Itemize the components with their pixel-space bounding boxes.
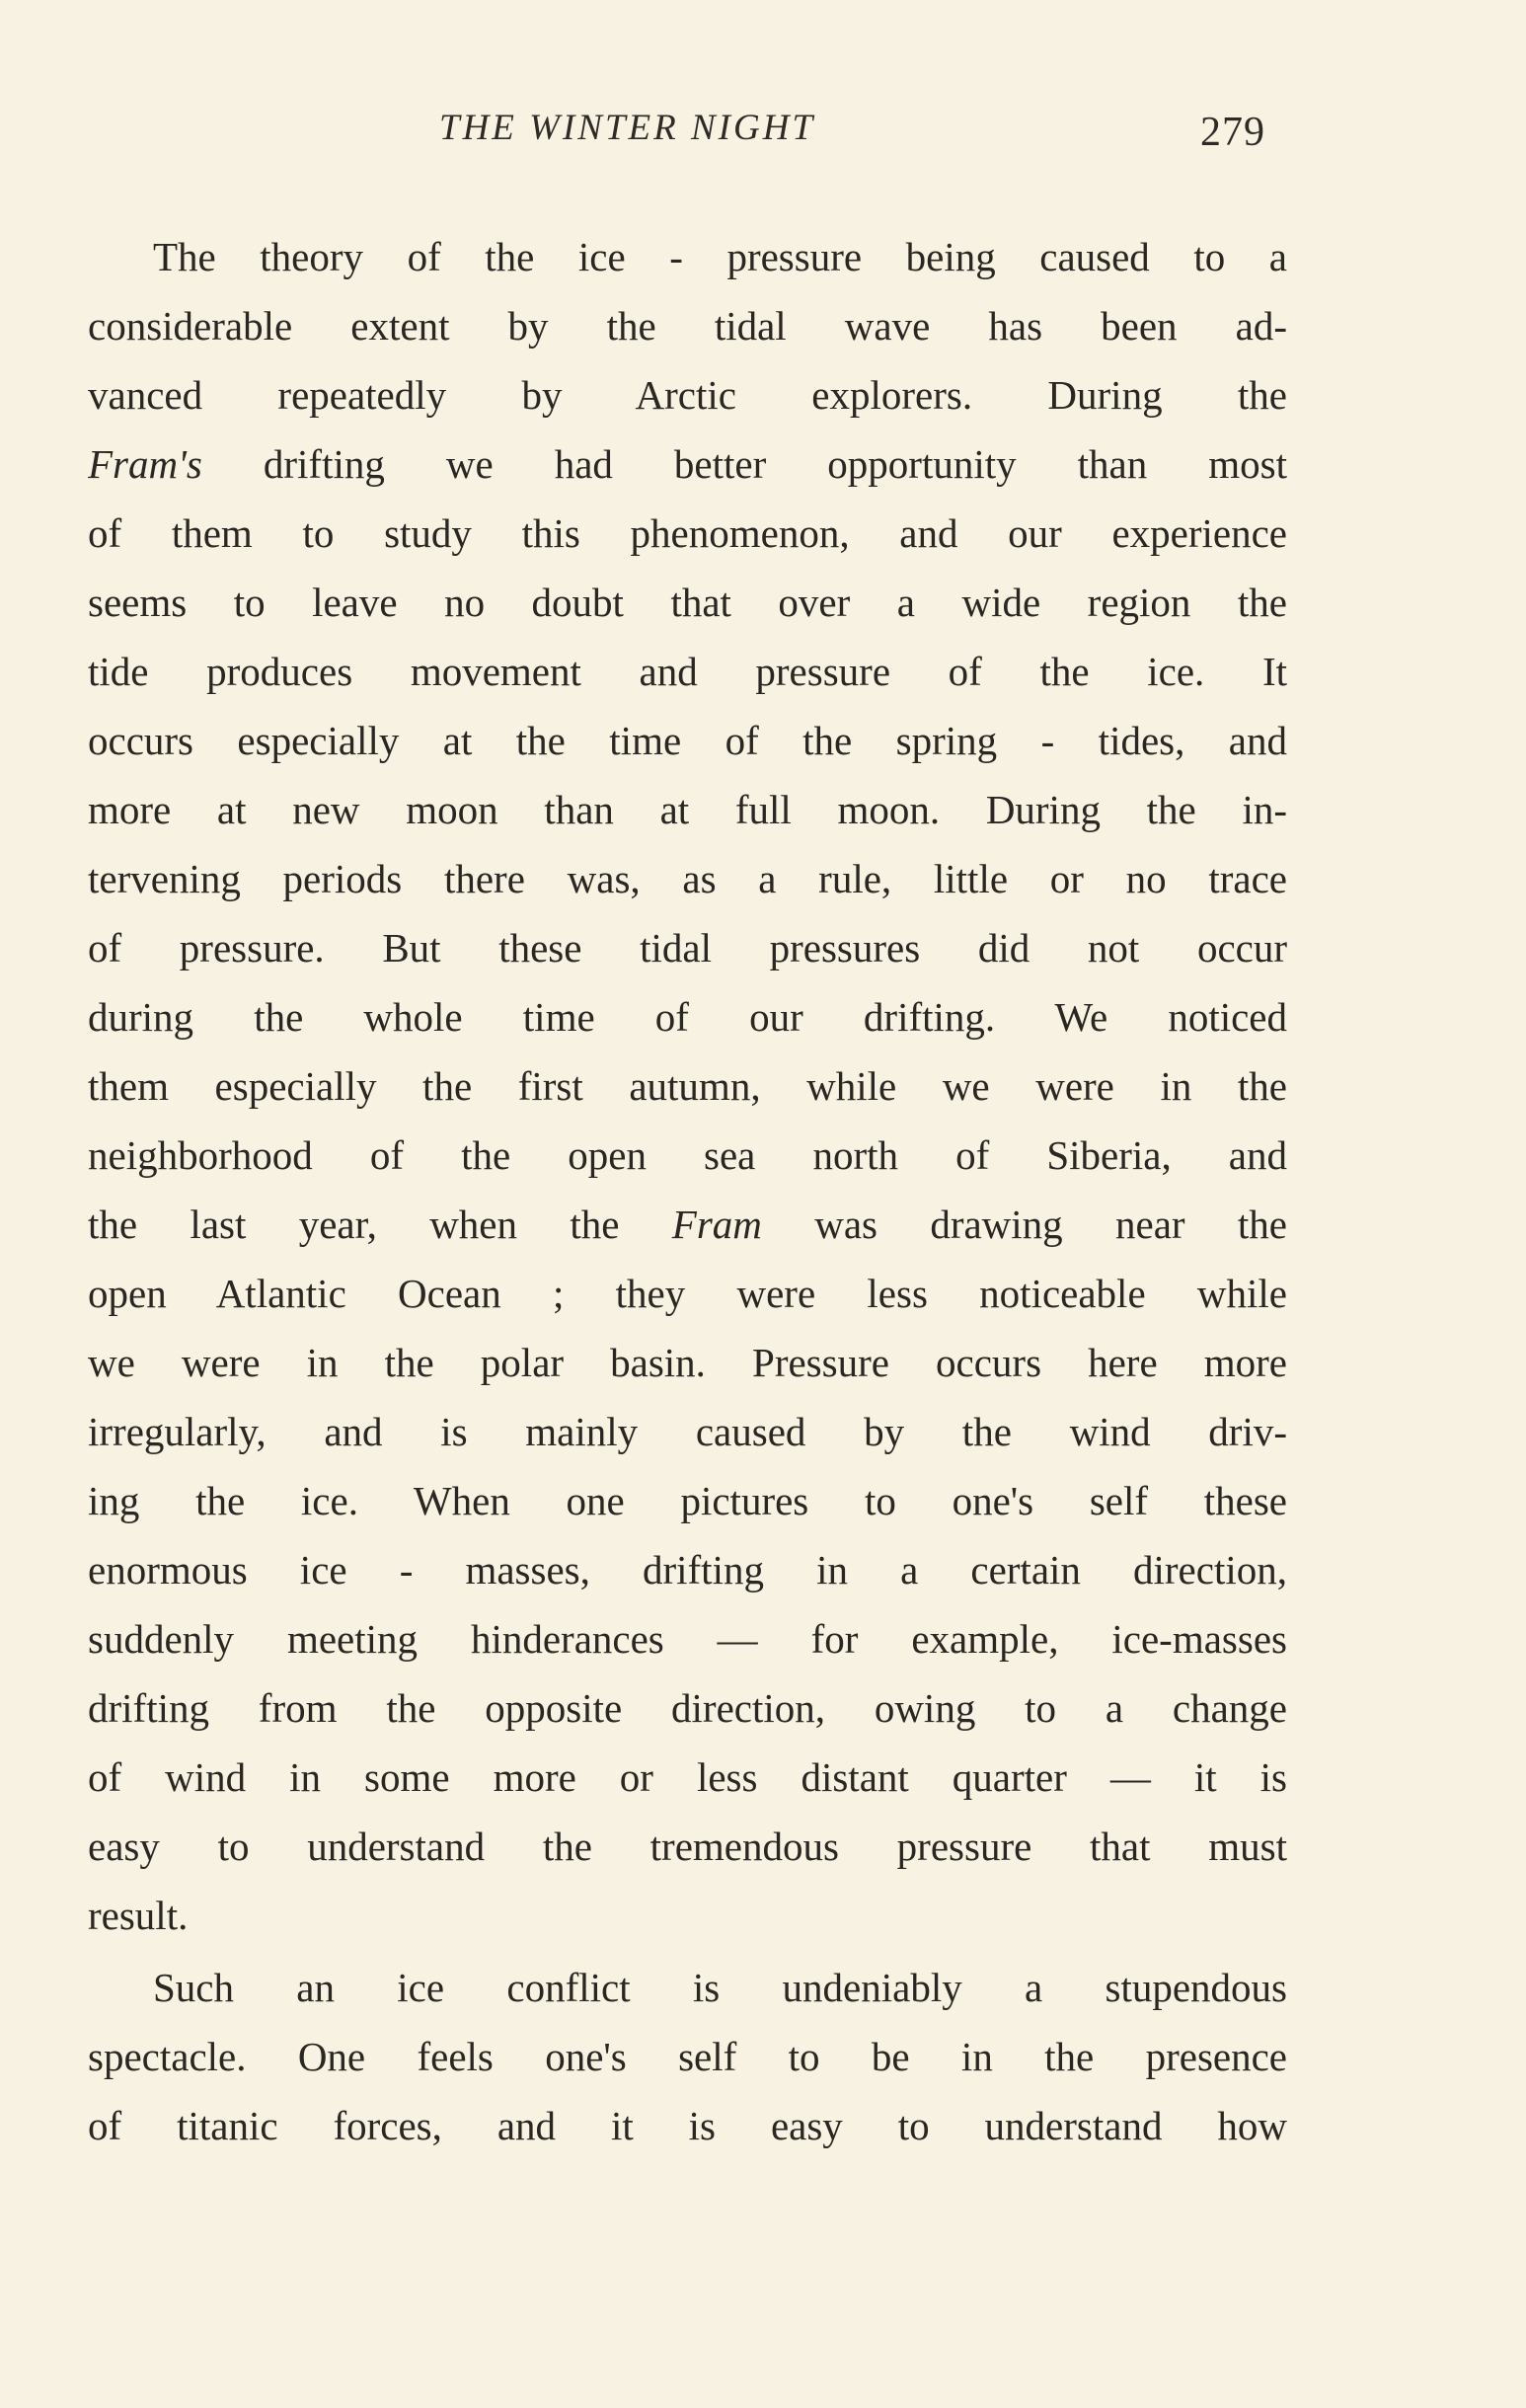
text-line: suddenly meeting hinderances — for example, ice-masses bbox=[88, 1616, 1287, 1662]
text-line: irregularly, and is mainly caused by the wind driv- bbox=[88, 1409, 1287, 1454]
text-line: during the whole time of our drifting. We noticed bbox=[88, 994, 1287, 1040]
text-line bbox=[88, 1190, 1287, 1259]
text-line: of titanic forces, and it is easy to understand how bbox=[88, 2103, 1287, 2148]
text-line: result. bbox=[88, 1893, 189, 1938]
page-number: 279 bbox=[1200, 110, 1265, 155]
running-title: THE WINTER NIGHT bbox=[439, 108, 816, 148]
paragraph-tidal-pressure bbox=[88, 222, 1287, 1950]
text-line: of wind in some more or less distant quarter — it is bbox=[88, 1754, 1287, 1800]
text-line: tervening periods there was, as a rule, little or no trace bbox=[88, 856, 1287, 901]
text-segment: the last year, when the bbox=[88, 1202, 672, 1247]
text-line: occurs especially at the time of the spring - tides, and bbox=[88, 718, 1287, 763]
text-line: open Atlantic Ocean ; they were less noticeable while bbox=[88, 1271, 1287, 1316]
text-line: them especially the first autumn, while we were in the bbox=[88, 1063, 1287, 1109]
text-line: vanced repeatedly by Arctic explorers. During the bbox=[88, 372, 1287, 418]
text-line: enormous ice - masses, drifting in a certain direction, bbox=[88, 1547, 1287, 1592]
text-line: of pressure. But these tidal pressures did not occur bbox=[88, 925, 1287, 971]
text-line: considerable extent by the tidal wave has been ad- bbox=[88, 303, 1287, 349]
ship-name: Fram bbox=[671, 1202, 762, 1247]
text-line: we were in the polar basin. Pressure occurs here more bbox=[88, 1340, 1287, 1385]
ship-name: Fram's bbox=[88, 441, 202, 487]
text-line: Such an ice conflict is undeniably a stupendous bbox=[153, 1965, 1287, 2010]
text-line: easy to understand the tremendous pressure that must bbox=[88, 1824, 1287, 1869]
text-line: seems to leave no doubt that over a wide region the bbox=[88, 580, 1287, 625]
text-line: spectacle. One feels one's self to be in the presence bbox=[88, 2034, 1287, 2079]
text-line: of them to study this phenomenon, and our experience bbox=[88, 510, 1287, 556]
body-text bbox=[88, 222, 1287, 2160]
text-line: tide produces movement and pressure of the ice. It bbox=[88, 649, 1287, 694]
text-line: more at new moon than at full moon. During the in- bbox=[88, 787, 1287, 832]
running-head bbox=[0, 107, 1526, 166]
text-line bbox=[88, 429, 1287, 499]
paragraph-ice-conflict bbox=[88, 1953, 1287, 2160]
text-line: drifting from the opposite direction, owing to a change bbox=[88, 1685, 1287, 1731]
text-line: neighborhood of the open sea north of Siberia, and bbox=[88, 1132, 1287, 1178]
text-segment: was drawing near the bbox=[761, 1202, 1287, 1247]
text-segment: drifting we had better opportunity than most bbox=[201, 441, 1287, 487]
text-line: The theory of the ice - pressure being caused to a bbox=[153, 234, 1287, 279]
text-line: ing the ice. When one pictures to one's self these bbox=[88, 1478, 1287, 1523]
